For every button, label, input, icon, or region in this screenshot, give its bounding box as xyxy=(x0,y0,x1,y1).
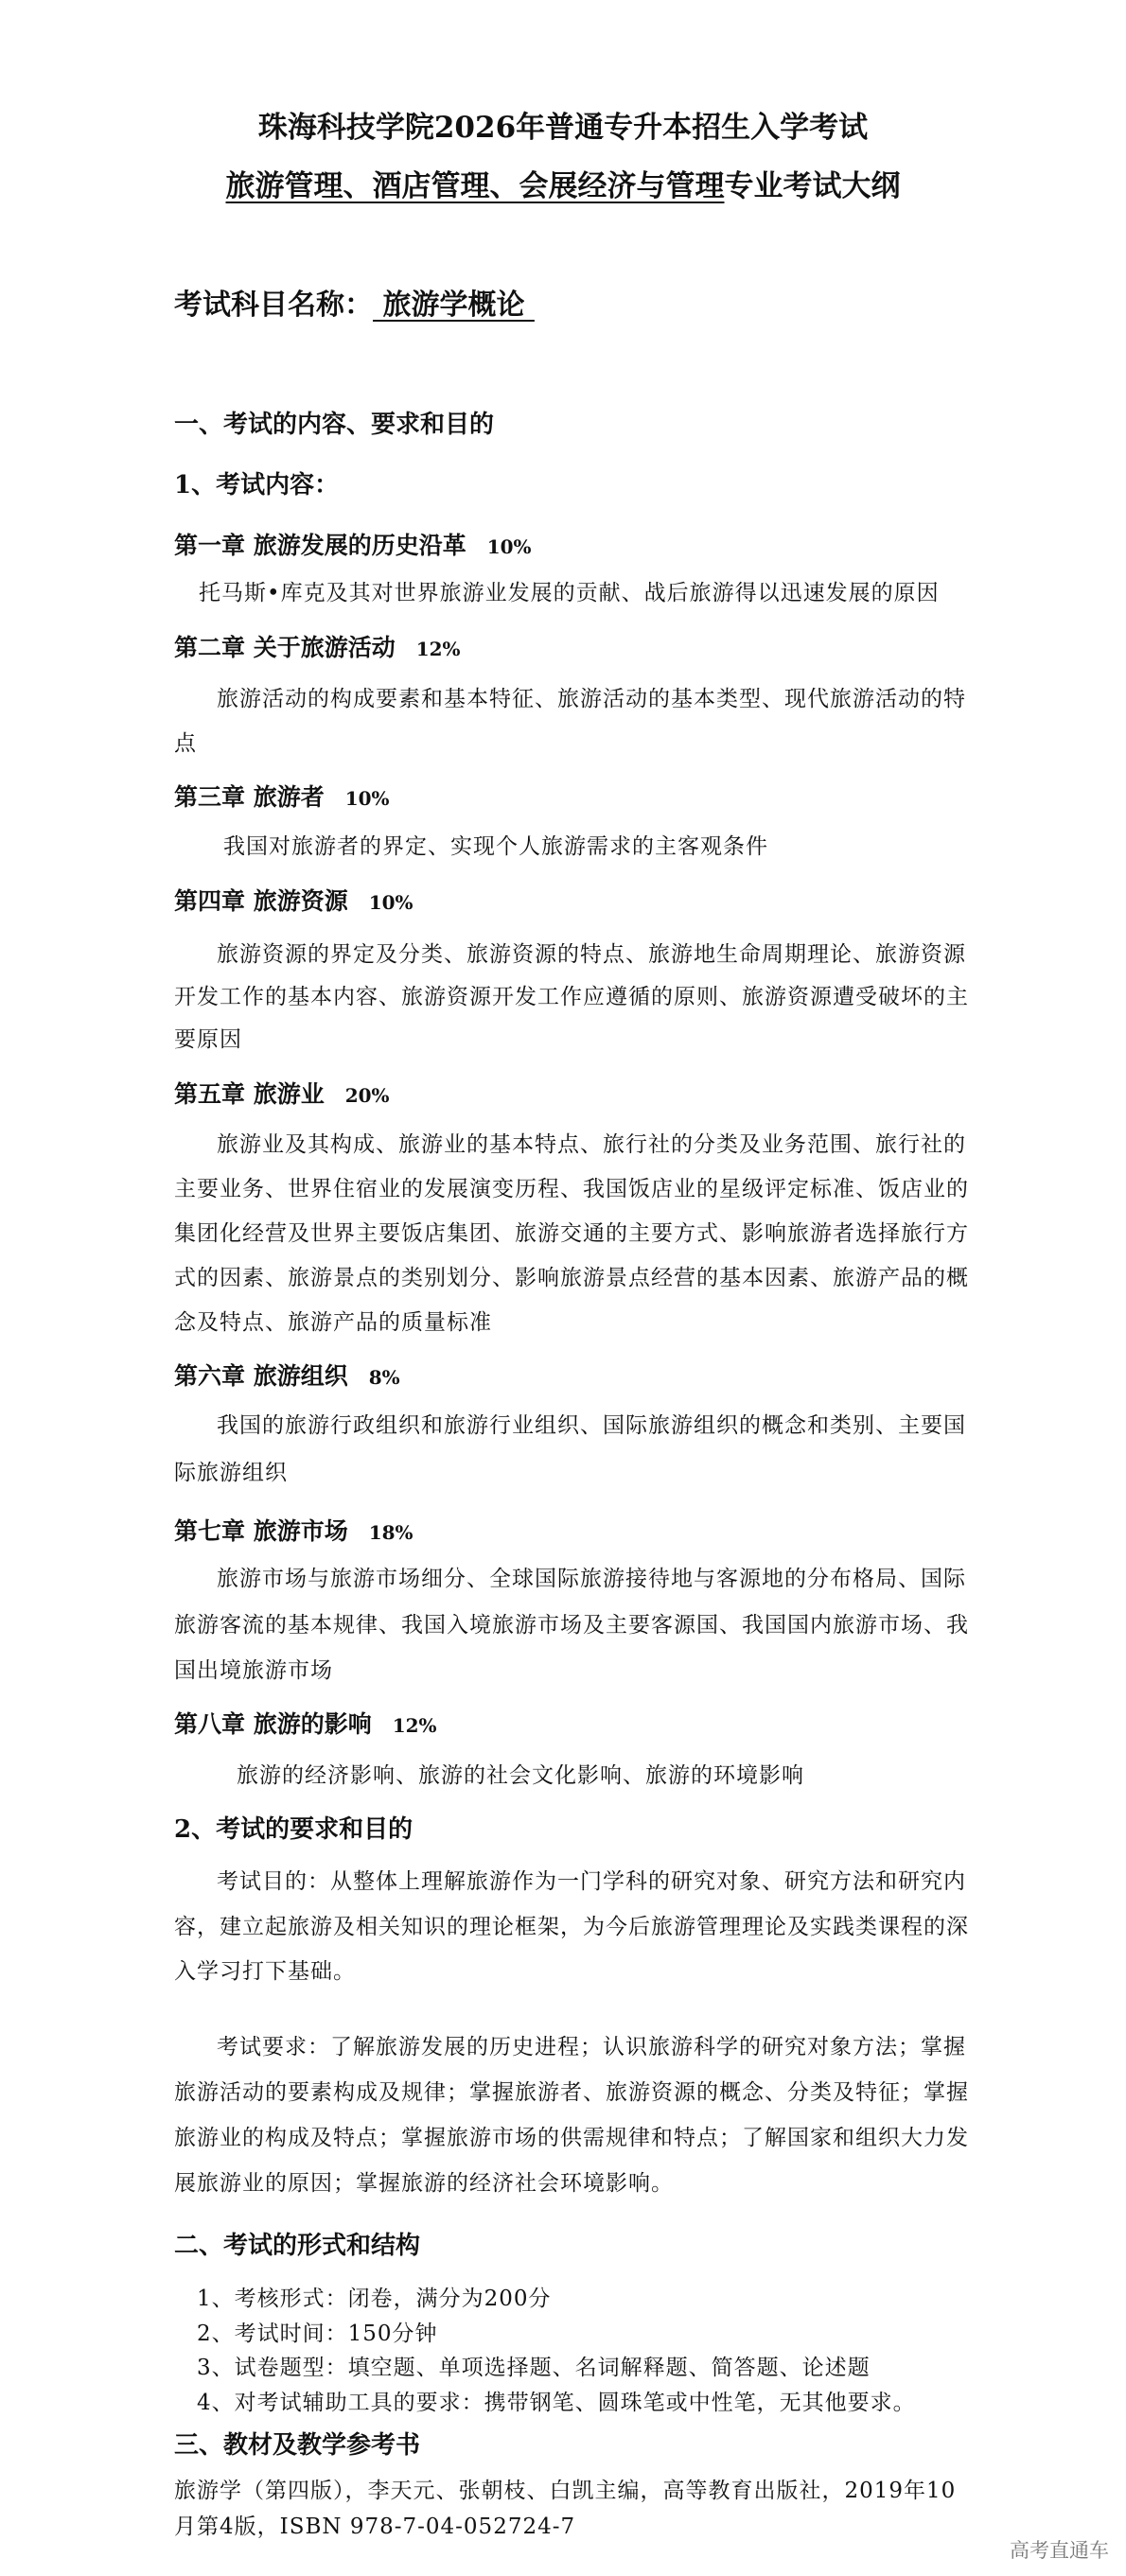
chapter-content-line: 开发工作的基本内容、旅游资源开发工作应遵循的原则、旅游资源遭受破坏的主 xyxy=(174,985,969,1009)
chapter-title: 第五章 旅游业 xyxy=(174,1080,325,1108)
chapter-weight: 12% xyxy=(392,1714,437,1737)
format-item: 2、考试时间：150分钟 xyxy=(197,2322,438,2346)
chapter-content-line: 旅游的经济影响、旅游的社会文化影响、旅游的环境影响 xyxy=(237,1763,804,1788)
format-item: 3、试卷题型：填空题、单项选择题、名词解释题、简答题、论述题 xyxy=(197,2356,871,2380)
purpose-line: 入学习打下基础。 xyxy=(174,1959,356,1984)
requirements-line: 展旅游业的原因；掌握旅游的经济社会环境影响。 xyxy=(174,2171,674,2196)
chapter-content-line: 主要业务、世界住宿业的发展演变历程、我国饭店业的星级评定标准、饭店业的 xyxy=(174,1177,969,1201)
section-2-heading: 二、考试的形式和结构 xyxy=(174,2232,421,2260)
chapter-content-line: 要原因 xyxy=(174,1027,242,1052)
purpose-line: 容，建立起旅游及相关知识的理论框架，为今后旅游管理理论及实践类课程的深 xyxy=(174,1915,969,1939)
chapter-content-line: 我国对旅游者的界定、实现个人旅游需求的主客观条件 xyxy=(223,834,768,859)
chapter-content-line: 旅游市场与旅游市场细分、全球国际旅游接待地与客源地的分布格局、国际 xyxy=(217,1567,966,1591)
chapter-heading xyxy=(174,1082,390,1106)
requirements-heading: 2、考试的要求和目的 xyxy=(174,1815,413,1844)
chapter-title: 第四章 旅游资源 xyxy=(174,887,348,915)
exam-content-heading: 1、考试内容： xyxy=(174,471,340,499)
chapter-heading xyxy=(174,636,461,659)
chapter-weight: 18% xyxy=(368,1521,413,1544)
chapter-title: 第七章 旅游市场 xyxy=(174,1517,348,1545)
purpose-line: 考试目的：从整体上理解旅游作为一门学科的研究对象、研究方法和研究内 xyxy=(217,1869,966,1894)
chapter-content-line: 托马斯•库克及其对世界旅游业发展的贡献、战后旅游得以迅速发展的原因 xyxy=(199,581,940,605)
chapter-title: 第三章 旅游者 xyxy=(174,783,325,811)
document-subtitle xyxy=(0,169,1126,203)
reference-line: 月第4版，ISBN 978-7-04-052724-7 xyxy=(174,2515,576,2539)
chapter-heading xyxy=(174,785,390,809)
requirements-line: 旅游活动的要素构成及规律；掌握旅游者、旅游资源的概念、分类及特征；掌握 xyxy=(174,2080,969,2105)
document-title: 珠海科技学院2026年普通专升本招生入学考试 xyxy=(257,111,869,145)
section-1-heading: 一、考试的内容、要求和目的 xyxy=(174,411,495,439)
chapter-content-line: 集团化经营及世界主要饭店集团、旅游交通的主要方式、影响旅游者选择旅行方 xyxy=(174,1221,969,1246)
format-item: 1、考核形式：闭卷，满分为200分 xyxy=(197,2287,552,2311)
section-3-heading: 三、教材及教学参考书 xyxy=(174,2431,421,2460)
chapter-title: 第一章 旅游发展的历史沿革 xyxy=(174,532,466,559)
chapter-heading xyxy=(174,534,532,557)
chapter-heading xyxy=(174,1364,400,1388)
chapter-heading xyxy=(174,1712,437,1736)
chapter-heading xyxy=(174,889,413,913)
chapter-title: 第二章 关于旅游活动 xyxy=(174,634,396,661)
chapter-weight: 10% xyxy=(368,891,413,914)
chapter-content-line: 点 xyxy=(174,731,197,756)
requirements-line: 旅游业的构成及特点；掌握旅游市场的供需规律和特点；了解国家和组织大力发 xyxy=(174,2126,969,2150)
chapter-content-line: 式的因素、旅游景点的类别划分、影响旅游景点经营的基本因素、旅游产品的概 xyxy=(174,1266,969,1290)
chapter-weight: 10% xyxy=(486,535,532,558)
chapter-content-line: 我国的旅游行政组织和旅游行业组织、国际旅游组织的概念和类别、主要国 xyxy=(217,1413,966,1438)
subject-line xyxy=(174,291,535,320)
chapter-content-line: 念及特点、旅游产品的质量标准 xyxy=(174,1310,492,1335)
chapter-content-line: 国出境旅游市场 xyxy=(174,1658,333,1683)
chapter-weight: 12% xyxy=(415,638,461,660)
subject-name: 旅游学概论 xyxy=(373,289,535,322)
chapter-content-line: 旅游业及其构成、旅游业的基本特点、旅行社的分类及业务范围、旅行社的 xyxy=(217,1132,966,1157)
chapter-content-line: 际旅游组织 xyxy=(174,1461,288,1485)
chapter-content-line: 旅游客流的基本规律、我国入境旅游市场及主要客源国、我国国内旅游市场、我 xyxy=(174,1613,969,1638)
chapter-heading xyxy=(174,1519,413,1543)
chapter-content-line: 旅游活动的构成要素和基本特征、旅游活动的基本类型、现代旅游活动的特 xyxy=(217,687,966,711)
chapter-weight: 10% xyxy=(344,787,390,810)
reference-line: 旅游学（第四版），李天元、张朝枝、白凯主编，高等教育出版社，2019年10 xyxy=(174,2479,957,2503)
requirements-line: 考试要求：了解旅游发展的历史进程；认识旅游科学的研究对象方法；掌握 xyxy=(217,2035,966,2059)
chapter-weight: 8% xyxy=(368,1366,400,1389)
watermark: 高考直通车 xyxy=(1010,2539,1109,2562)
format-item: 4、对考试辅助工具的要求：携带钢笔、圆珠笔或中性笔，无其他要求。 xyxy=(197,2391,916,2415)
subject-label: 考试科目名称： xyxy=(174,289,373,322)
subtitle-rest: 专业考试大纲 xyxy=(724,169,901,203)
chapter-content-line: 旅游资源的界定及分类、旅游资源的特点、旅游地生命周期理论、旅游资源 xyxy=(217,942,966,967)
chapter-title: 第八章 旅游的影响 xyxy=(174,1710,372,1738)
majors: 旅游管理、酒店管理、会展经济与管理 xyxy=(225,169,725,203)
chapter-title: 第六章 旅游组织 xyxy=(174,1362,348,1390)
chapter-weight: 20% xyxy=(344,1084,390,1107)
